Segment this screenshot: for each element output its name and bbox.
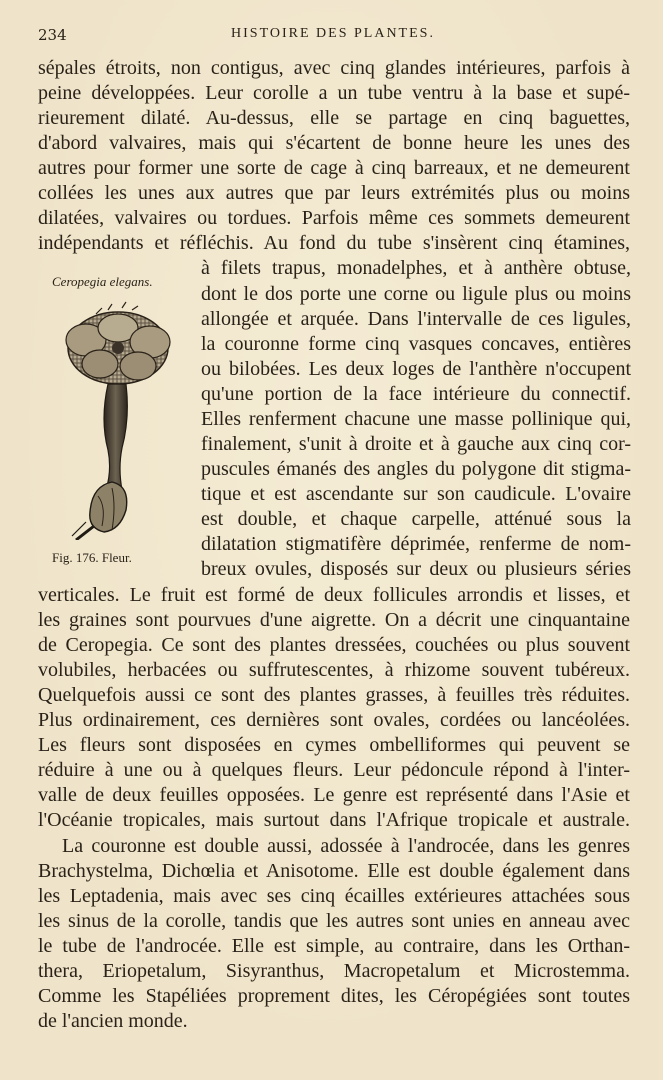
flower-tube [104,384,127,490]
text-line: dilatation stigmatifère déprimée, renferme de nom- [201,533,631,555]
figure-title: Ceropegia elegans. [52,274,153,289]
text-line: dilatées, valvaires ou tordues. Parfois même ces sommets demeurent [38,207,630,229]
text-line: Quelquefois aussi ce sont des plantes grasses, à feuilles très réduites. [38,684,630,706]
text-line: allongée et arquée. Dans l'intervalle de ces ligules, [201,308,631,330]
text-line: indépendants et réfléchis. Au fond du tube s'insèrent cinq étamines, [38,232,630,254]
text-line: les sinus de la corolle, tandis que les autres sont unies en anneau avec [38,910,630,932]
text-line: les graines sont pourvues d'une aigrette. On a décrit une cinquantaine [38,609,630,631]
text-line: qu'une portion de la face intérieure du connectif. [201,383,631,405]
flower-pedicel [76,526,94,540]
text-line: sépales étroits, non contigus, avec cinq glandes intérieures, parfois à [38,57,630,79]
text-line: thera, Eriopetalum, Sisyranthus, Macropetalum et Microstemma. [38,960,630,982]
page-number: 234 [38,26,67,44]
text-line: Brachystelma, Dichœlia et Anisotome. Elle est double également dans [38,860,630,882]
flower-base [90,482,127,532]
flower-head [66,302,170,384]
text-line: à filets trapus, monadelphes, et à anthère obtuse, [201,257,631,279]
text-line: volubiles, herbacées ou suffrutescentes, à rhizome souvent tubéreux. [38,659,630,681]
text-line: Comme les Stapéliées proprement dites, les Céropégiées sont toutes [38,985,630,1007]
text-line: peine développées. Leur corolle a un tube ventru à la base et supé- [38,82,630,104]
text-line: breux ovules, disposés sur deux ou plusieurs séries [201,558,631,580]
text-line: autres pour former une sorte de cage à cinq barreaux, et ne demeurent [38,157,630,179]
text-line: verticales. Le fruit est formé de deux follicules arrondis et lisses, et [38,584,630,606]
page-header [38,26,628,50]
text-line: réduire à une ou à quelques fleurs. Leur pédoncule répond à l'inter- [38,759,630,781]
figure-ceropegia [38,272,188,582]
text-line: l'Océanie tropicales, mais surtout dans l'Afrique tropicale et australe. [38,809,630,831]
flower-illustration-icon [46,300,186,540]
text-line: Les fleurs sont disposées en cymes ombelliformes qui peuvent se [38,734,630,756]
text-line: finalement, s'unit à droite et à gauche aux cinq cor- [201,433,631,455]
text-line: d'abord valvaires, mais qui s'écartent de bonne heure les unes des [38,132,630,154]
text-line: rieurement dilaté. Au-dessus, elle se partage en cinq baguettes, [38,107,630,129]
text-line: Elles renferment chacune une masse pollinique qui, [201,408,631,430]
text-line: de Ceropegia. Ce sont des plantes dressées, couchées ou plus souvent [38,634,630,656]
text-line: est double, et chaque carpelle, atténué sous la [201,508,631,530]
text-line: Plus ordinairement, ces dernières sont ovales, cordées ou lancéolées. [38,709,630,731]
text-line: ou bilobées. Les deux loges de l'anthère n'occupent [201,358,631,380]
text-line: de l'ancien monde. [38,1010,188,1032]
text-line: les Leptadenia, mais avec ses cinq écailles extérieures attachées sous [38,885,630,907]
text-line: La couronne est double aussi, adossée à l'androcée, dans les genres [62,835,630,857]
text-line: dont le dos porte une corne ou ligule plus ou moins [201,283,631,305]
text-line: le tube de l'androcée. Elle est simple, au contraire, dans les Orthan- [38,935,630,957]
text-line: valle de deux feuilles opposées. Le genre est représenté dans l'Asie et [38,784,630,806]
text-line: tique et est ascendante sur son caudicule. L'ovaire [201,483,631,505]
figure-caption: Fig. 176. Fleur. [52,550,132,565]
running-head: HISTOIRE DES PLANTES. [231,26,435,41]
text-line: la couronne forme cinq vasques concaves, entières [201,333,631,355]
text-line: puscules émanés des angles du polygone dit stigma- [201,458,631,480]
text-line: collées les unes aux autres que par leurs extrémités plus ou moins [38,182,630,204]
